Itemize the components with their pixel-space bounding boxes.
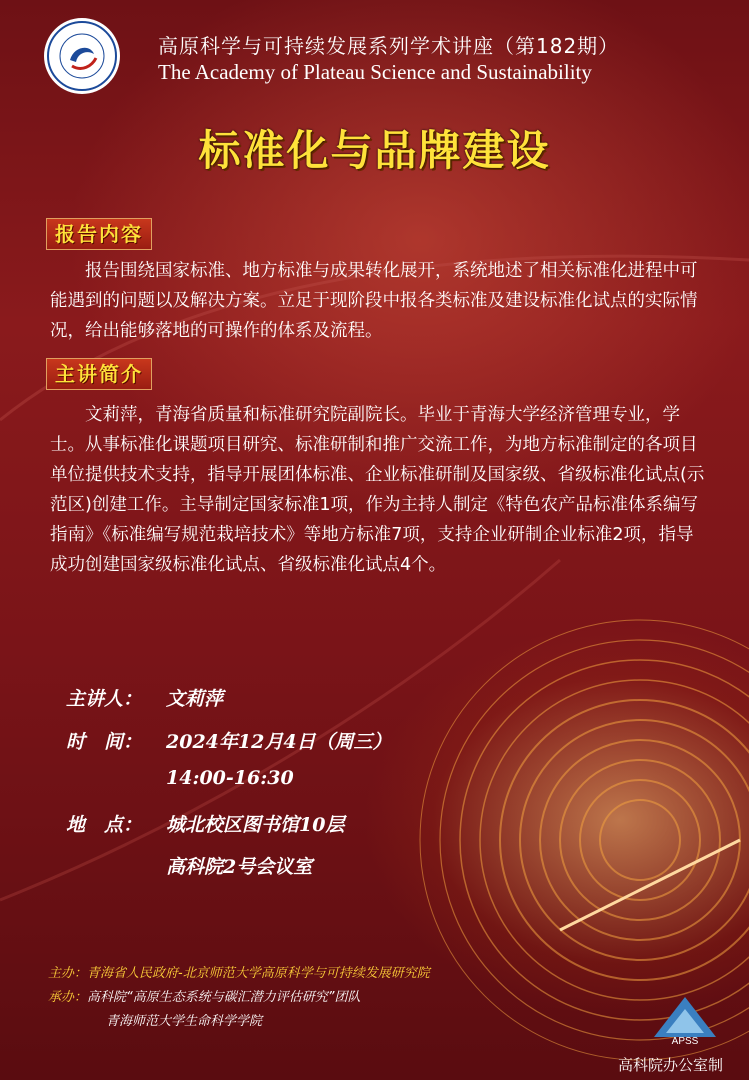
main-title: 标准化与品牌建设 [198, 126, 551, 175]
speaker-section-label: 主讲简介 [46, 358, 152, 390]
place-label: 地 点： [66, 814, 143, 836]
apss-logo [650, 995, 720, 1045]
speaker-bio: 文莉萍，青海省质量和标准研究院副院长。毕业于青海大学经济管理专业，学士。从事标准化课题项目研究、标准研制和推广交流工作，为地方标准制定的各项目单位提供技术支持，指导开展团体标准、企业标准研制及国家级、省级标准化试点(示范区)创建工作。主导制定国家标准1项，作为主持人制定《特色农产品标准体系编写指南》《标准编写规范栽培技术》等地方标准7项，支持企业研制企业标准2项，指导成功创建国家级标准化试点、省级标准化试点4个。 [50, 405, 705, 575]
speaker-name: 文莉萍 [166, 688, 224, 710]
time-label: 时 间： [66, 731, 143, 753]
organizer-value-2: 青海师范大学生命科学学院 [106, 1014, 263, 1029]
place-line [66, 810, 344, 837]
place-value-2: 高科院2号会议室 [166, 856, 313, 878]
time-line [66, 727, 392, 754]
apss-text: APSS [671, 1036, 699, 1045]
main-title-wrap [0, 118, 749, 178]
time-value: 14:00-16:30 [166, 767, 294, 789]
date-value: 2024年12月4日（周三） [166, 731, 392, 753]
lecture-series-title: 高原科学与可持续发展系列学术讲座（第182期） [158, 34, 620, 58]
report-text: 报告围绕国家标准、地方标准与成果转化展开，系统地述了相关标准化进程中可能遇到的问题以及解决方案。立足于现阶段中报各类标准及建设标准化试点的实际情况，给出能够落地的可操作的体系及流程。 [50, 261, 698, 341]
organizer-label: 承办： [48, 990, 88, 1005]
organizer-line [48, 986, 361, 1005]
host-line [48, 962, 430, 981]
place-value-1: 城北校区图书馆10层 [166, 814, 345, 836]
university-logo [42, 16, 122, 96]
speaker-label: 主讲人： [66, 688, 143, 710]
credit-text: 高科院办公室制 [618, 1056, 724, 1074]
report-section-label: 报告内容 [46, 218, 152, 250]
host-label: 主办： [48, 966, 88, 981]
host-value: 青海省人民政府-北京师范大学高原科学与可持续发展研究院 [87, 966, 430, 981]
academy-name: The Academy of Plateau Science and Sustainability [158, 60, 592, 84]
organizer-value-1: 高科院“高原生态系统与碳汇潜力评估研究”团队 [87, 990, 361, 1005]
speaker-line [66, 684, 223, 711]
